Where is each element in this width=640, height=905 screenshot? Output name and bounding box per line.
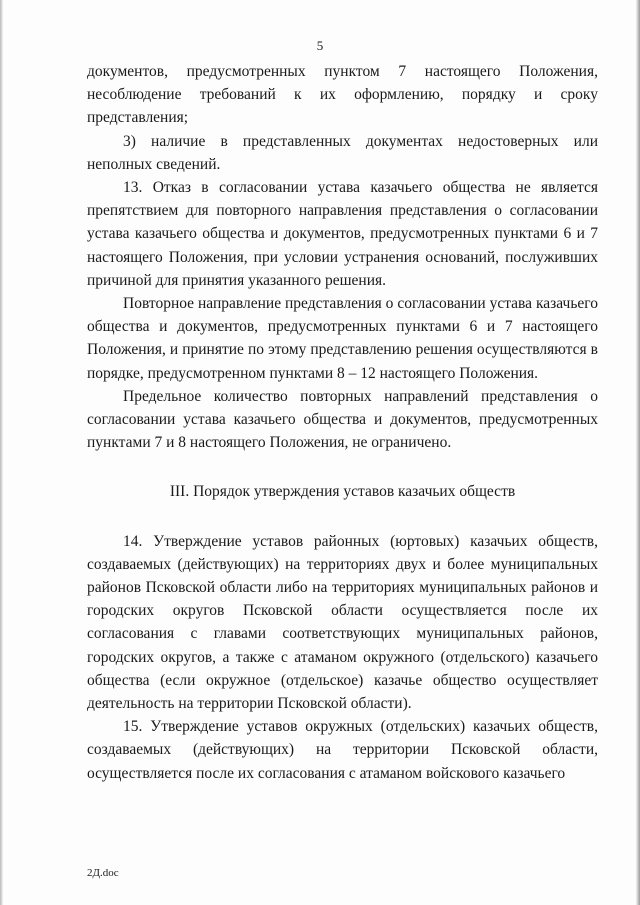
paragraph: 13. Отказ в согласовании устава казачьего общества не является препятствием для повторного направления представления о согласовании устава казачьего общества и документов, предусмотренных пунктами 6 и 7 настоящего Положения, при условии устранения оснований, послуживших причиной для принятия указанного решения. bbox=[87, 179, 598, 289]
paragraph: 14. Утверждение уставов районных (юртовых) казачьих обществ, создаваемых (действующих) на территориях двух и более муниципальных районов Псковской области либо на территориях муниципальных районов и городских округов Псковской области осуществляется после их согласования с главами соответствующих муниципальных районов, городских округов, а также с атаманом окружного (отдельского) казачьего общества (если окружное (отдельское) казачье общество осуществляет деятельность на территории Псковской области). bbox=[87, 532, 598, 713]
paragraph: Повторное направление представления о согласовании устава казачьего общества и документов, предусмотренных пунктами 6 и 7 настоящего Положения, и принятие по этому представлению решения осуществляются в порядке, предусмотренном пунктами 8 – 12 настоящего Положения. bbox=[87, 295, 598, 382]
page-number: 5 bbox=[316, 38, 324, 53]
paragraph: 15. Утверждение уставов окружных (отдельских) казачьих обществ, создаваемых (действующих) на территории Псковской области, осуществляется после их согласования с атаманом войскового казачьего bbox=[87, 718, 598, 782]
paragraph: документов, предусмотренных пунктом 7 настоящего Положения, несоблюдение требований к их оформлению, порядку и сроку представления; bbox=[87, 63, 598, 127]
document-body bbox=[87, 60, 598, 785]
paragraph: Предельное количество повторных направлений представления о согласовании устава казачьего общества и документов, предусмотренных пунктами 7 и 8 настоящего Положения, не ограничено. bbox=[87, 387, 598, 452]
footer-filename: 2Д.doc bbox=[87, 867, 119, 879]
section-heading: III. Порядок утверждения уставов казачьих обществ bbox=[169, 483, 516, 501]
paragraph: 3) наличие в представленных документах недостоверных или неполных сведений. bbox=[87, 132, 598, 173]
scan-edge-right bbox=[636, 0, 640, 905]
scan-edge-left bbox=[0, 0, 3, 905]
